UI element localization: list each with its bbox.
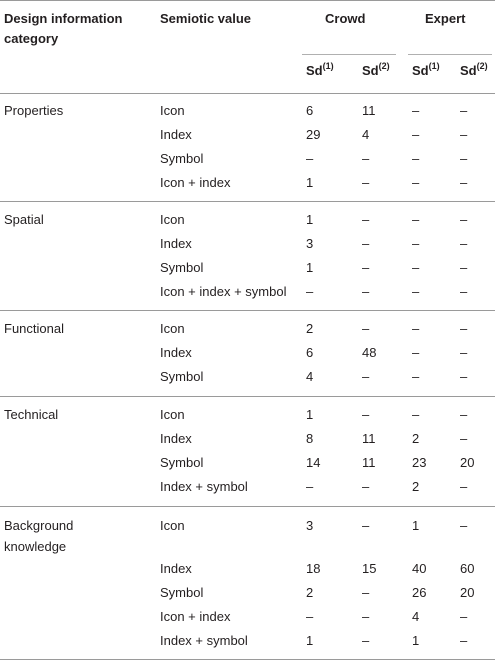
value-cell: – (306, 609, 314, 624)
semiotic-cell: Symbol (160, 260, 204, 275)
bottom-rule (0, 659, 495, 660)
value-cell: 40 (412, 561, 427, 576)
value-cell: 1 (412, 518, 420, 533)
value-cell: – (460, 175, 468, 190)
value-cell: 4 (362, 127, 370, 142)
value-cell: 48 (362, 345, 377, 360)
value-cell: – (460, 431, 468, 446)
header-rule (0, 93, 495, 94)
value-cell: – (460, 633, 468, 648)
semiotic-cell: Icon (160, 518, 185, 533)
value-cell: – (362, 151, 370, 166)
value-cell: 2 (412, 479, 420, 494)
value-cell: 18 (306, 561, 321, 576)
value-cell: – (460, 345, 468, 360)
category-properties: Properties (4, 103, 64, 118)
value-cell: – (306, 479, 314, 494)
value-cell: 6 (306, 103, 314, 118)
value-cell: 6 (306, 345, 314, 360)
semiotic-cell: Symbol (160, 455, 204, 470)
semiotic-cell: Icon (160, 321, 185, 336)
value-cell: 2 (306, 321, 314, 336)
value-cell: – (412, 151, 420, 166)
semiotic-cell: Index (160, 127, 192, 142)
value-cell: 29 (306, 127, 321, 142)
category-functional: Functional (4, 321, 64, 336)
value-cell: – (362, 518, 370, 533)
value-cell: – (460, 369, 468, 384)
value-cell: 20 (460, 455, 475, 470)
category-technical: Technical (4, 407, 59, 422)
crowd-underline (302, 54, 396, 55)
value-cell: – (362, 175, 370, 190)
value-cell: 3 (306, 518, 314, 533)
value-cell: – (460, 236, 468, 251)
subheader-expert-sd1: Sd$^{(1)}$ (412, 60, 440, 78)
semiotic-cell: Symbol (160, 151, 204, 166)
value-cell: – (412, 175, 420, 190)
value-cell: – (460, 127, 468, 142)
value-cell: – (460, 151, 468, 166)
value-cell: – (362, 585, 370, 600)
expert-underline (408, 54, 492, 55)
value-cell: – (460, 260, 468, 275)
value-cell: – (362, 633, 370, 648)
value-cell: – (412, 284, 420, 299)
semiotic-cell: Index + symbol (160, 633, 248, 648)
value-cell: – (412, 127, 420, 142)
value-cell: – (306, 151, 314, 166)
value-cell: 2 (412, 431, 420, 446)
subheader-expert-sd2: Sd$^{(2)}$ (460, 60, 488, 78)
value-cell: 8 (306, 431, 314, 446)
value-cell: – (362, 284, 370, 299)
value-cell: 1 (306, 212, 314, 227)
semiotic-cell: Icon (160, 212, 185, 227)
value-cell: 11 (362, 431, 376, 446)
value-cell: 1 (306, 260, 314, 275)
value-cell: – (362, 407, 370, 422)
value-cell: – (362, 479, 370, 494)
header-category-line2: category (4, 31, 59, 46)
subheader-crowd-sd1: Sd$^{(1)}$ (306, 60, 334, 78)
header-crowd: Crowd (325, 11, 366, 26)
semiotic-cell: Index + symbol (160, 479, 248, 494)
value-cell: – (412, 407, 420, 422)
semiotic-cell: Index (160, 561, 192, 576)
value-cell: – (460, 609, 468, 624)
value-cell: – (412, 212, 420, 227)
value-cell: – (412, 345, 420, 360)
value-cell: 26 (412, 585, 427, 600)
value-cell: – (460, 321, 468, 336)
value-cell: 2 (306, 585, 314, 600)
value-cell: 23 (412, 455, 427, 470)
value-cell: – (412, 260, 420, 275)
group-rule (0, 201, 495, 202)
value-cell: – (362, 260, 370, 275)
category-spatial: Spatial (4, 212, 44, 227)
value-cell: – (460, 518, 468, 533)
value-cell: 1 (306, 407, 314, 422)
value-cell: – (412, 321, 420, 336)
subheader-crowd-sd2: Sd$^{(2)}$ (362, 60, 390, 78)
value-cell: – (460, 479, 468, 494)
value-cell: 1 (306, 633, 314, 648)
value-cell: – (460, 103, 468, 118)
group-rule (0, 396, 495, 397)
value-cell: 4 (306, 369, 314, 384)
semiotic-cell: Icon + index + symbol (160, 284, 287, 299)
semiotic-cell: Index (160, 345, 192, 360)
semiotic-cell: Index (160, 236, 192, 251)
value-cell: – (362, 212, 370, 227)
header-semiotic: Semiotic value (160, 11, 252, 26)
value-cell: 20 (460, 585, 475, 600)
value-cell: – (362, 609, 370, 624)
value-cell: – (460, 212, 468, 227)
semiotic-cell: Symbol (160, 585, 204, 600)
header-category: Design information (4, 11, 123, 26)
semiotic-cell: Icon + index (160, 609, 231, 624)
group-rule (0, 506, 495, 507)
semiotic-cell: Index (160, 431, 192, 446)
value-cell: – (362, 236, 370, 251)
category-background-knowledge-line2: knowledge (4, 539, 67, 554)
value-cell: 1 (412, 633, 420, 648)
value-cell: 1 (306, 175, 314, 190)
value-cell: – (362, 369, 370, 384)
value-cell: 15 (362, 561, 377, 576)
semiotic-cell: Icon + index (160, 175, 231, 190)
value-cell: 14 (306, 455, 321, 470)
value-cell: 3 (306, 236, 314, 251)
value-cell: – (362, 321, 370, 336)
value-cell: – (460, 407, 468, 422)
value-cell: – (306, 284, 314, 299)
value-cell: – (412, 369, 420, 384)
value-cell: 4 (412, 609, 420, 624)
value-cell: 11 (362, 455, 376, 470)
value-cell: 60 (460, 561, 475, 576)
semiotic-cell: Icon (160, 407, 185, 422)
value-cell: – (412, 236, 420, 251)
header-expert: Expert (425, 11, 466, 26)
value-cell: – (460, 284, 468, 299)
category-background-knowledge: Background (4, 518, 74, 533)
semiotic-cell: Symbol (160, 369, 204, 384)
semiotic-cell: Icon (160, 103, 185, 118)
group-rule (0, 310, 495, 311)
value-cell: 11 (362, 103, 376, 118)
top-rule (0, 0, 495, 1)
value-cell: – (412, 103, 420, 118)
